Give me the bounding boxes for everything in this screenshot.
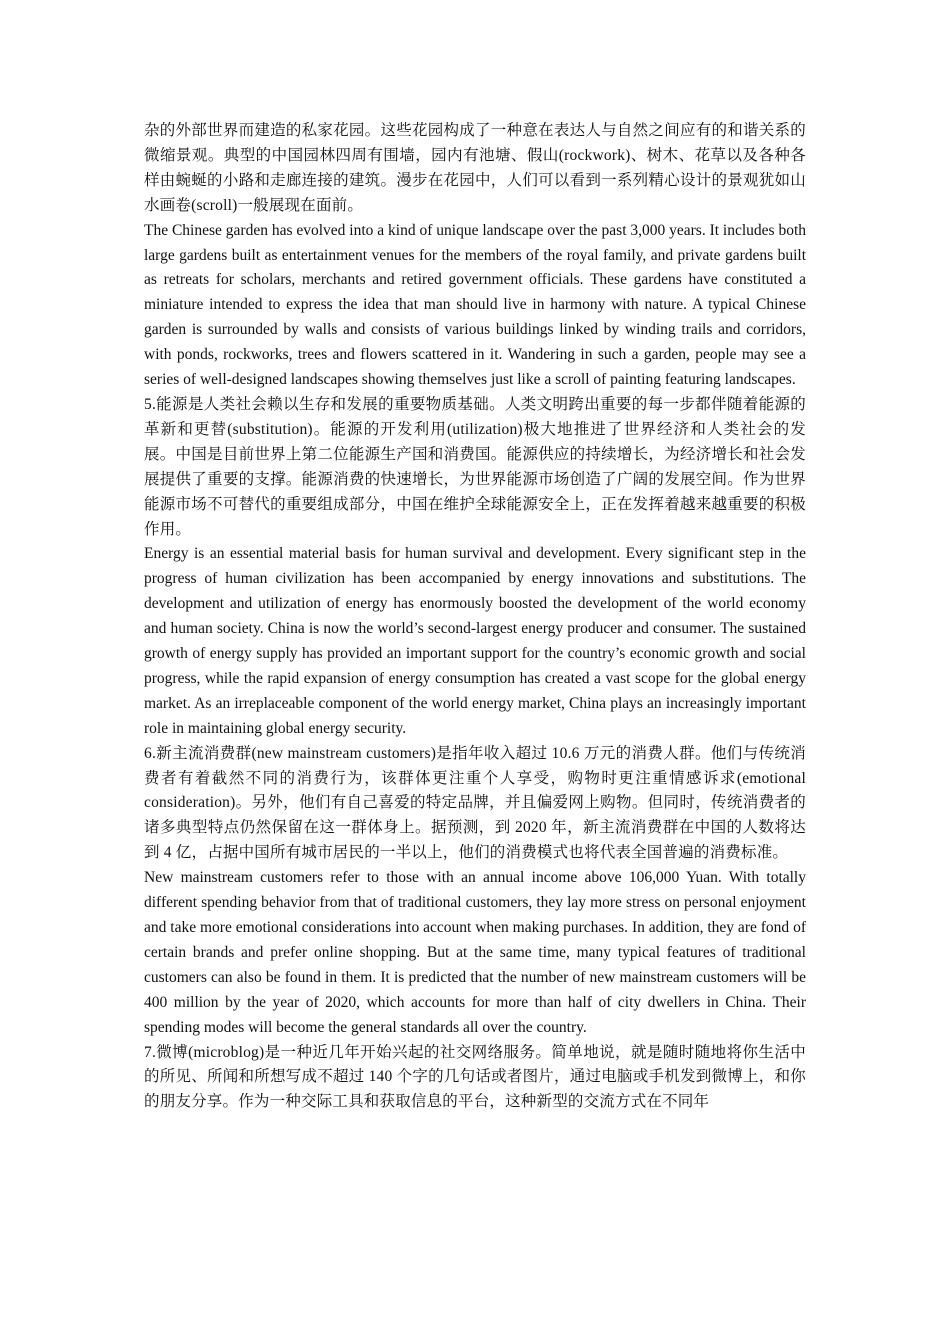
paragraph-mainstream-customers-en: New mainstream customers refer to those with an annual income above 106,000 Yuan. With totally different spending behavior from that of traditional customers, they lay more stress on personal enjoyment and take more emotional considerations into account when making purchases. In addition, they are fond of certain brands and prefer online shopping. But at the same time, many typical features of traditional customers can also be found in them. It is predicted that the number of new mainstream customers will be 400 million by the year of 2020, which accounts for more than half of city dwellers in China. Their spending modes will become the general standards all over the country.: [144, 869, 806, 1036]
paragraph-microblog-zh: 7.微博(microblog)是一种近几年开始兴起的社交网络服务。简单地说，就是随时随地将你生活中的所见、所闻和所想写成不超过 140 个字的几句话或者图片，通过电脑或手机发到微博上，和你的朋友分享。作为一种交际工具和获取信息的平台，这种新型的交流方式在不同年: [144, 1043, 806, 1111]
paragraph-chinese-garden-zh: 杂的外部世界而建造的私家花园。这些花园构成了一种意在表达人与自然之间应有的和谐关系的微缩景观。典型的中国园林四周有围墙，园内有池塘、假山(rockwork)、树木、花草以及各种各样由蜿蜒的小路和走廊连接的建筑。漫步在花园中，人们可以看到一系列精心设计的景观犹如山水画卷(scroll)一般展现在面前。: [144, 122, 806, 214]
document-page: [144, 119, 806, 1115]
paragraph-energy-zh: 5.能源是人类社会赖以生存和发展的重要物质基础。人类文明跨出重要的每一步都伴随着能源的革新和更替(substitution)。能源的开发利用(utilization)极大地推进了世界经济和人类社会的发展。中国是目前世界上第二位能源生产国和消费国。能源供应的持续增长，为经济增长和社会发展提供了重要的支撑。能源消费的快速增长，为世界能源市场创造了广阔的发展空间。作为世界能源市场不可替代的重要组成部分，中国在维护全球能源安全上，正在发挥着越来越重要的积极作用。: [144, 395, 806, 538]
paragraph-energy-en: Energy is an essential material basis for human survival and development. Every significant step in the progress of human civilization has been accompanied by energy innovations and substitutions. The development and utilization of energy has enormously boosted the development of the world economy and human society. China is now the world’s second-largest energy producer and consumer. The sustained growth of energy supply has provided an important support for the country’s economic growth and social progress, while the rapid expansion of energy consumption has created a vast scope for the global energy market. As an irreplaceable component of the world energy market, China plays an increasingly important role in maintaining global energy security.: [144, 545, 806, 737]
paragraph-mainstream-customers-zh: 6.新主流消费群(new mainstream customers)是指年收入超过 10.6 万元的消费人群。他们与传统消费者有着截然不同的消费行为，该群体更注重个人享受，购物时更注重情感诉求(emotional consideration)。另外，他们有自己喜爱的特定品牌，并且偏爱网上购物。但同时，传统消费者的诸多典型特点仍然保留在这一群体身上。据预测，到 2020 年，新主流消费群在中国的人数将达到 4 亿，占据中国所有城市居民的一半以上，他们的消费模式也将代表全国普遍的消费标准。: [144, 744, 806, 862]
paragraph-chinese-garden-en: The Chinese garden has evolved into a kind of unique landscape over the past 3,000 years. It includes both large gardens built as entertainment venues for the members of the royal family, and private gardens built as retreats for scholars, merchants and retired government officials. These gardens have constituted a miniature intended to express the idea that man should live in harmony with nature. A typical Chinese garden is surrounded by walls and consists of various buildings linked by winding trails and corridors, with ponds, rockworks, trees and flowers scattered in it. Wandering in such a garden, people may see a series of well-designed landscapes showing themselves just like a scroll of painting featuring landscapes.: [144, 221, 807, 389]
